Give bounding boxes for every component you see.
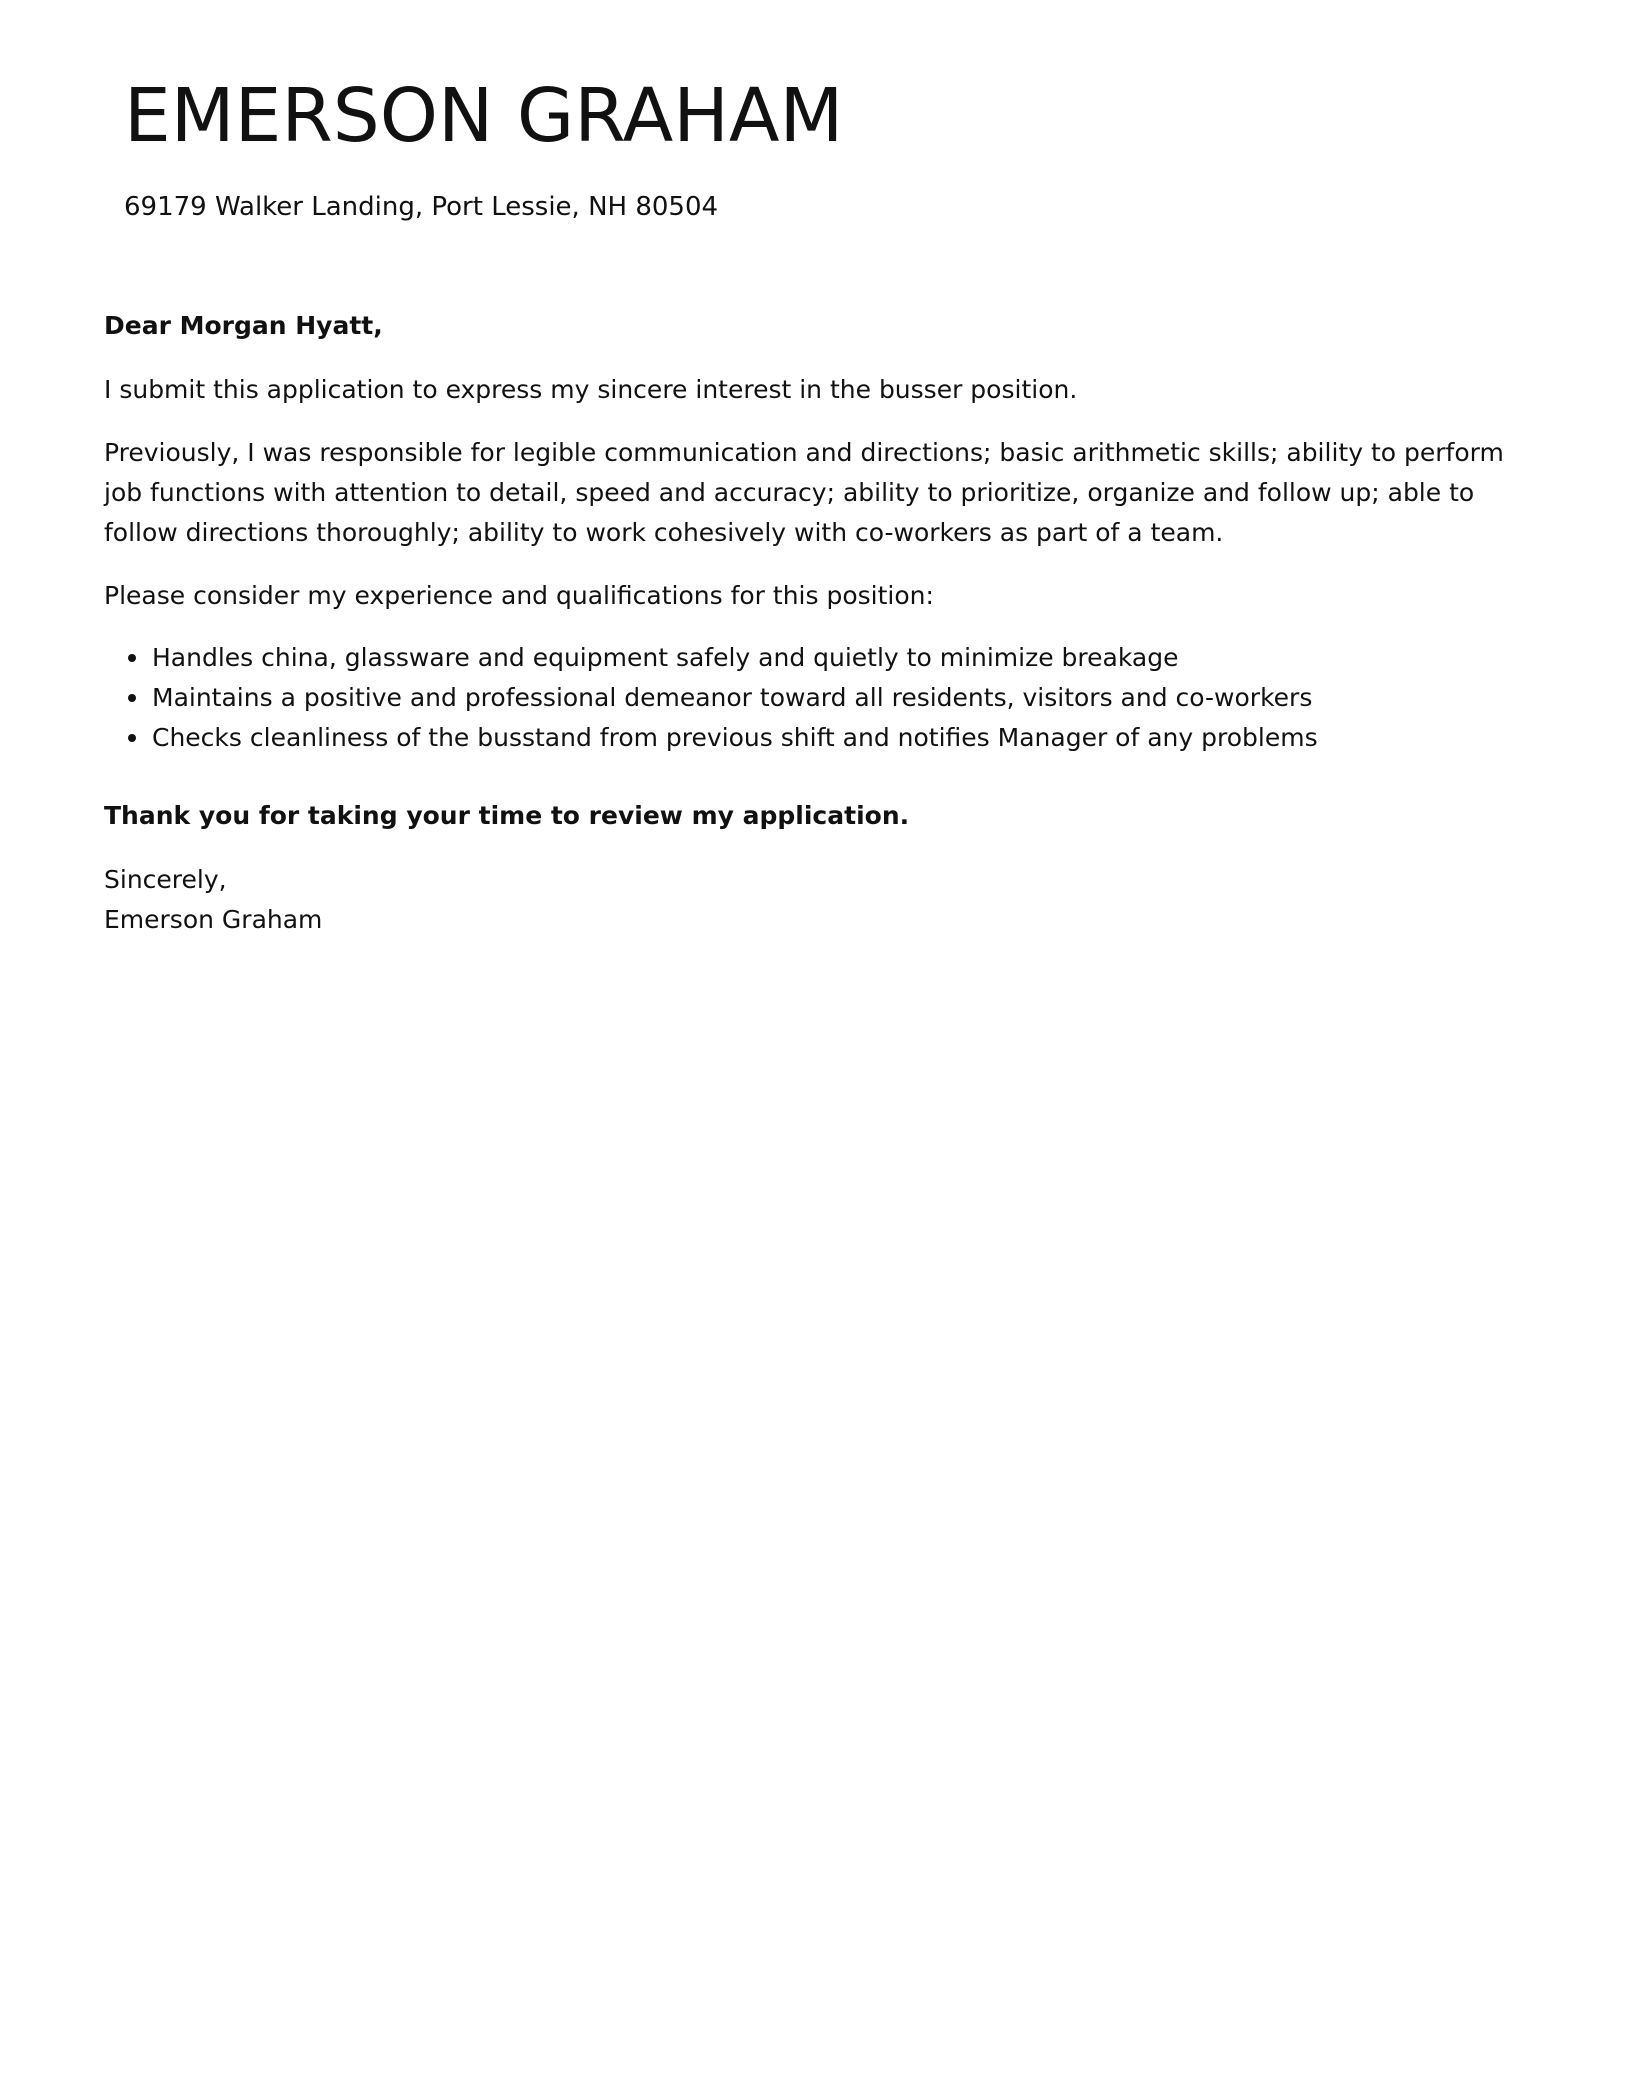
bullet-icon [128, 694, 136, 702]
qualifications-lead: Please consider my experience and qualifications for this position: [104, 581, 934, 610]
qualifications-list [104, 638, 1534, 758]
signature-name: Emerson Graham [104, 905, 323, 934]
intro-paragraph: I submit this application to express my sincere interest in the busser position. [104, 375, 1078, 404]
qualification-list-item [104, 718, 1534, 758]
qualification-text: Checks cleanliness of the busstand from previous shift and notifies Manager of any problems [152, 723, 1318, 752]
qualification-text: Handles china, glassware and equipment safely and quietly to minimize breakage [152, 643, 1179, 672]
cover-letter-body [104, 306, 1534, 940]
qualification-list-item [104, 678, 1534, 718]
letterhead [124, 70, 1504, 224]
bullet-icon [128, 734, 136, 742]
qualification-list-item [104, 638, 1534, 678]
closing-line: Thank you for taking your time to review my application. [104, 801, 910, 830]
bullet-icon [128, 654, 136, 662]
salutation: Dear Morgan Hyatt, [104, 311, 383, 340]
signature-block [104, 860, 1534, 940]
experience-paragraph: Previously, I was responsible for legible communication and directions; basic arithmetic skills; ability to perform job functions with attention to detail, speed and accuracy; ability to prioritize, organize and follow up; able to follow directions thoroughly; ability to work cohesively with co-workers as part of a team. [104, 438, 1504, 547]
signoff: Sincerely, [104, 865, 227, 894]
applicant-address: 69179 Walker Landing, Port Lessie, NH 80504 [124, 192, 719, 222]
applicant-name: EMERSON GRAHAM [124, 73, 844, 159]
qualification-text: Maintains a positive and professional demeanor toward all residents, visitors and co-workers [152, 683, 1313, 712]
